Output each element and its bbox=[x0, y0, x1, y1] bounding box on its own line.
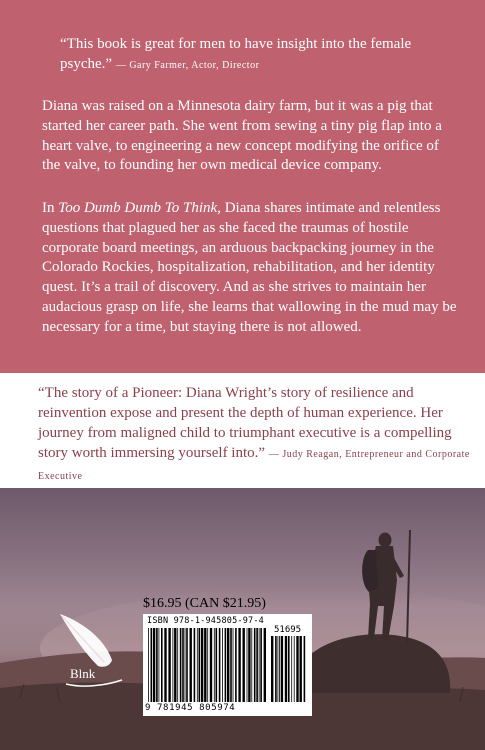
publisher-name: Blnk bbox=[70, 666, 96, 681]
top-testimonial-attribution: — Gary Farmer, Actor, Director bbox=[115, 60, 260, 71]
description-paragraph-1: Diana was raised on a Minnesota dairy farm, but it was a pig that started her career path. She went from sewing a tiny pig flap into a heart valve, to engineering a new concept modifying the orifice of the valve, to founding her own medical device company. bbox=[42, 98, 442, 174]
book-title: Too Dumb Dumb To Think, bbox=[58, 200, 221, 216]
bottom-testimonial-attribution: — Judy Reagan, Entrepreneur and Corporate Executive bbox=[38, 449, 470, 482]
isbn-label: ISBN 978-1-945805-97-4 bbox=[147, 616, 264, 626]
addon-barcode-bars bbox=[271, 636, 307, 702]
testimonial-panel bbox=[0, 373, 485, 488]
main-barcode-bars bbox=[148, 628, 266, 702]
description-paragraph-2 bbox=[42, 199, 460, 338]
isbn-barcode bbox=[143, 614, 312, 716]
barcode-digits: 9 781945 805974 bbox=[145, 703, 236, 713]
bottom-testimonial-text: “The story of a Pioneer: Diana Wright’s story of resilience and reinvention expose and present the depth of human experience. Her journey from maligned child to triumphant executive is a compelling story worth immersing yourself into.” bbox=[38, 385, 452, 461]
top-testimonial-text: “This book is great for men to have insight into the female psyche.” bbox=[60, 36, 412, 72]
description-panel bbox=[0, 0, 485, 373]
addon-digits: 51695 bbox=[274, 625, 302, 635]
bottom-testimonial bbox=[38, 383, 478, 487]
top-testimonial bbox=[60, 34, 460, 76]
paragraph-2-body: Diana shares intimate and relentless questions that plagued her as she faced the traumas of hostile corporate board meetings, an arduous backpacking journey in the Colorado Rockies, hospitalization, rehabilitation, and her identity quest. It’s a trail of discovery. And as she strives to maintain her audacious grasp on life, she learns that wallowing in the mud may be necessary for a time, but staying there is not allowed. bbox=[42, 200, 457, 335]
paragraph-2-prefix: In bbox=[42, 200, 59, 216]
price-label: $16.95 (CAN $21.95) bbox=[143, 596, 266, 611]
